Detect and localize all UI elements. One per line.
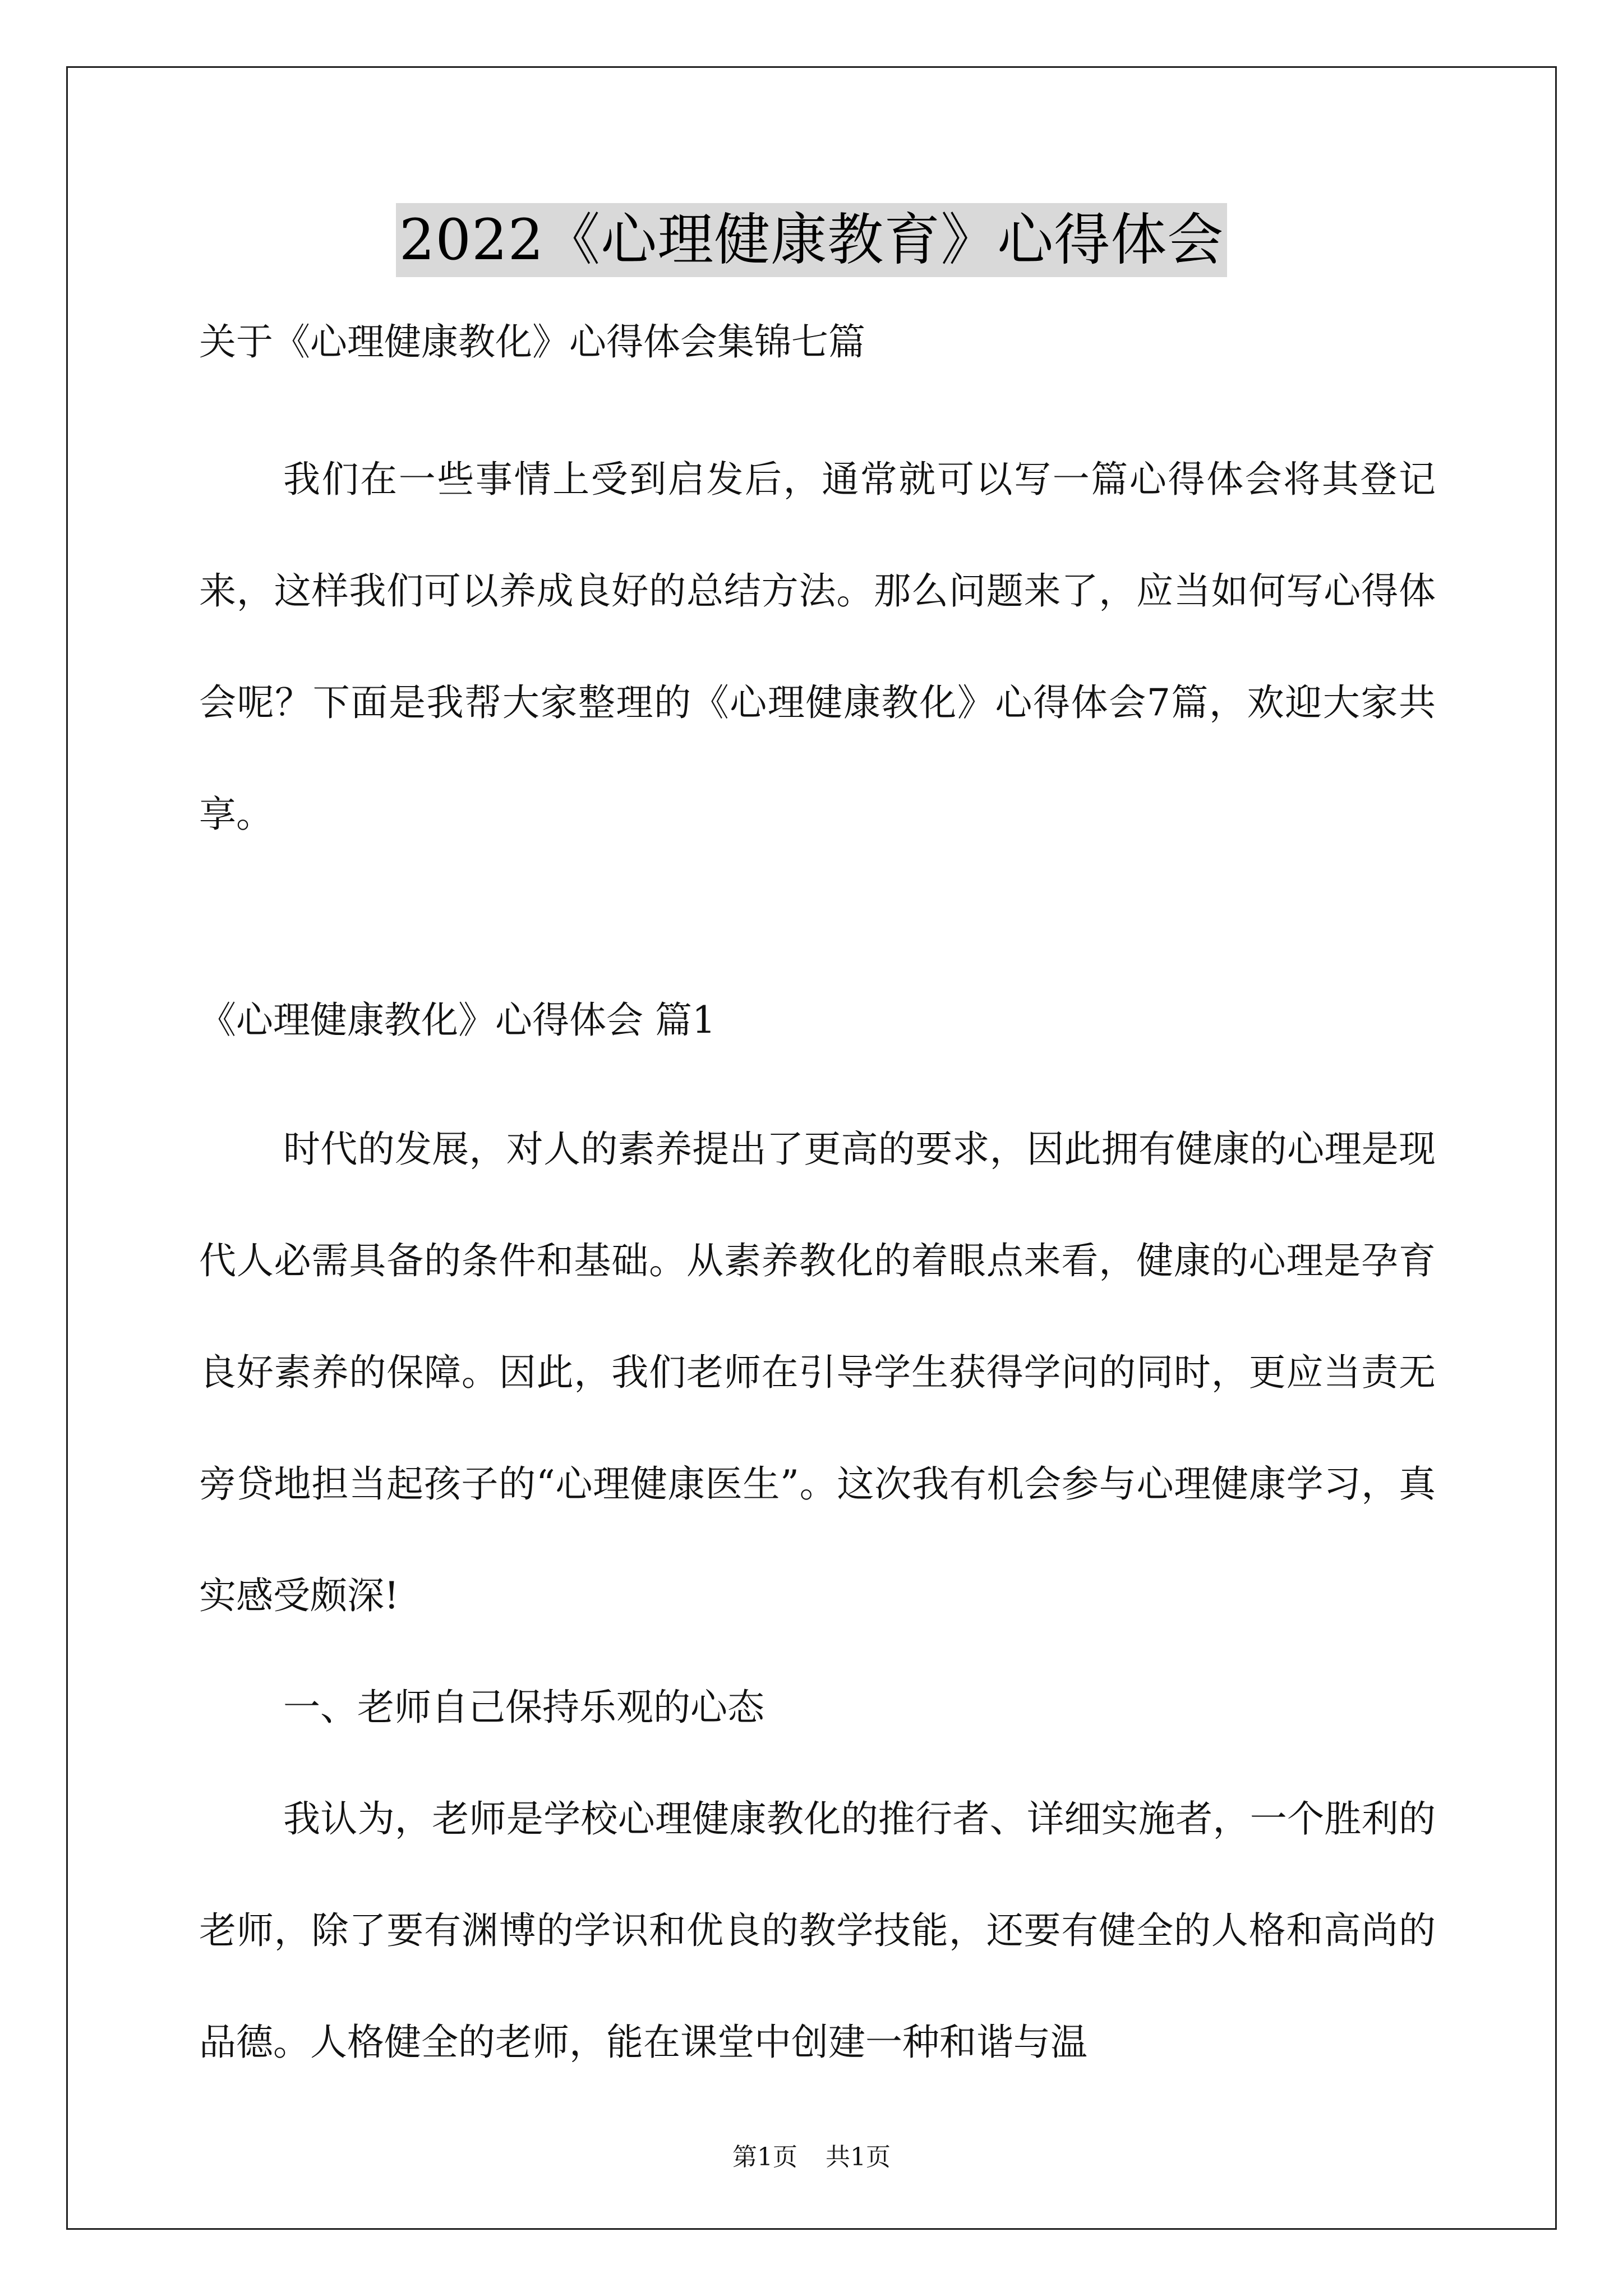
document-subtitle: 关于《心理健康教化》心得体会集锦七篇 bbox=[199, 320, 865, 364]
page-footer bbox=[0, 2142, 1623, 2173]
document-body bbox=[199, 314, 1436, 2098]
item-heading: 一、老师自己保持乐观的心态 bbox=[283, 1686, 764, 1729]
document-title: 2022《心理健康教育》心得体会 bbox=[396, 203, 1228, 277]
page-total: 共1页 bbox=[826, 2143, 891, 2171]
page-number: 第1页 bbox=[732, 2143, 797, 2171]
section-paragraph: 我认为，老师是学校心理健康教化的推行者、详细实施者，一个胜利的老师，除了要有渊博的学识和优良的教学技能，还要有健全的人格和高尚的品德。人格健全的老师，能在课堂中创建一种和谐与温 bbox=[199, 1797, 1436, 2064]
section-paragraph: 时代的发展，对人的素养提出了更高的要求，因此拥有健康的心理是现代人必需具备的条件和基础。从素养教化的着眼点来看，健康的心理是孕育良好素养的保障。因此，我们老师在引导学生获得学问的同时，更应当责无旁贷地担当起孩子的“心理健康医生”。这次我有机会参与心理健康学习，真实感受颇深! bbox=[199, 1128, 1436, 1617]
section-heading: 《心理健康教化》心得体会 篇1 bbox=[199, 999, 716, 1042]
intro-paragraph: 我们在一些事情上受到启发后，通常就可以写一篇心得体会将其登记来，这样我们可以养成良好的总结方法。那么问题来了，应当如何写心得体会呢？下面是我帮大家整理的《心理健康教化》心得体会7篇，欢迎大家共享。 bbox=[199, 458, 1436, 836]
title-container bbox=[0, 203, 1623, 277]
